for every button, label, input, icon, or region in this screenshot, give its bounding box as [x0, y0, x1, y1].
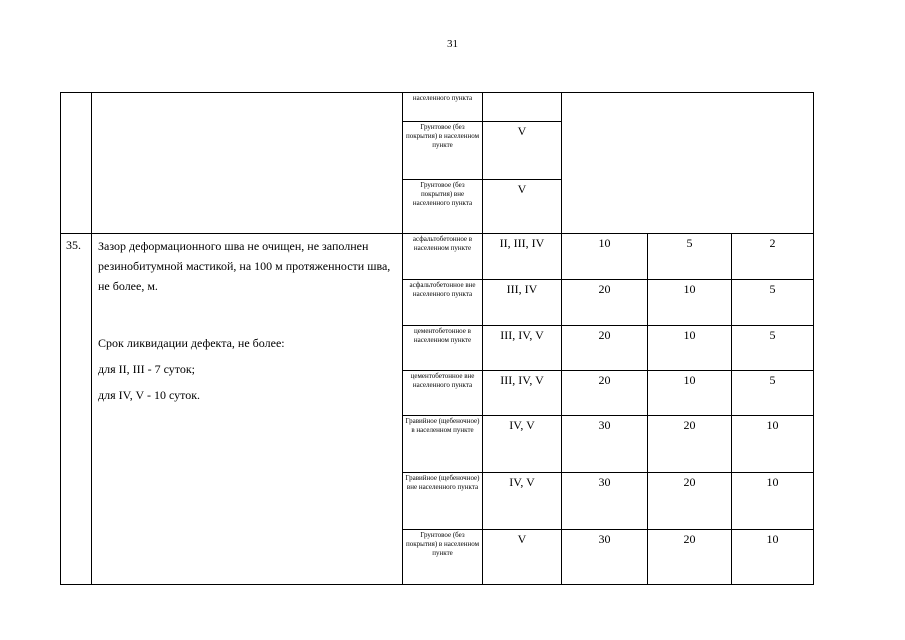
value-cell: 2: [732, 234, 814, 280]
value-cell: 5: [732, 371, 814, 416]
value-cell: 5: [648, 234, 732, 280]
surface-cell: цементобетонное вне населенного пункта: [403, 371, 483, 416]
category-cell: III, IV, V: [483, 326, 562, 371]
value-cell: 10: [732, 530, 814, 585]
value-cell: 20: [648, 416, 732, 473]
category-cell: III, IV: [483, 280, 562, 326]
value-cell: 5: [732, 280, 814, 326]
surface-cell: Грунтовое (без покрытия) вне населенного пункта: [403, 180, 483, 234]
value-cell: 30: [562, 416, 648, 473]
surface-cell: асфальтобетонное в населенном пункте: [403, 234, 483, 280]
defects-table: [60, 92, 814, 585]
table-row: [61, 234, 814, 280]
term-line: для IV, V - 10 суток.: [98, 388, 201, 402]
index-cell-empty: [61, 93, 92, 234]
value-cell: 20: [562, 280, 648, 326]
category-cell: [483, 93, 562, 122]
value-cell: 5: [732, 326, 814, 371]
surface-cell: асфальтобетонное вне населенного пункта: [403, 280, 483, 326]
surface-cell: цементобетонное в населенном пункте: [403, 326, 483, 371]
category-cell: V: [483, 122, 562, 180]
page-number: 31: [447, 38, 458, 50]
value-cell: 30: [562, 530, 648, 585]
value-cell: 20: [562, 326, 648, 371]
value-cell: 20: [648, 473, 732, 530]
surface-cell: населенного пункта: [403, 93, 483, 122]
category-cell: II, III, IV: [483, 234, 562, 280]
value-cell: 10: [648, 280, 732, 326]
category-cell: V: [483, 180, 562, 234]
values-cell-empty: [562, 93, 814, 234]
description-cell-empty: [92, 93, 403, 234]
table-row: [61, 93, 814, 122]
surface-cell: Гравийное (щебеночное) вне населенного пункта: [403, 473, 483, 530]
item-description: Зазор деформационного шва не очищен, не заполнен резинобитумной мастикой, на 100 м протяженности шва, не более, м.: [98, 239, 391, 293]
surface-cell: Грунтовое (без покрытия) в населенном пункте: [403, 530, 483, 585]
value-cell: 10: [732, 416, 814, 473]
item-description-cell: [92, 234, 403, 585]
surface-cell: Гравийное (щебеночное) в населенном пункте: [403, 416, 483, 473]
category-cell: V: [483, 530, 562, 585]
value-cell: 30: [562, 473, 648, 530]
value-cell: 10: [732, 473, 814, 530]
value-cell: 10: [648, 326, 732, 371]
surface-cell: Грунтовое (без покрытия) в населенном пункте: [403, 122, 483, 180]
value-cell: 10: [648, 371, 732, 416]
category-cell: IV, V: [483, 416, 562, 473]
value-cell: 20: [562, 371, 648, 416]
value-cell: 10: [562, 234, 648, 280]
category-cell: III, IV, V: [483, 371, 562, 416]
term-line: для II, III - 7 суток;: [98, 362, 196, 376]
value-cell: 20: [648, 530, 732, 585]
category-cell: IV, V: [483, 473, 562, 530]
item-number: 35.: [61, 234, 92, 585]
term-title: Срок ликвидации дефекта, не более:: [98, 336, 285, 350]
